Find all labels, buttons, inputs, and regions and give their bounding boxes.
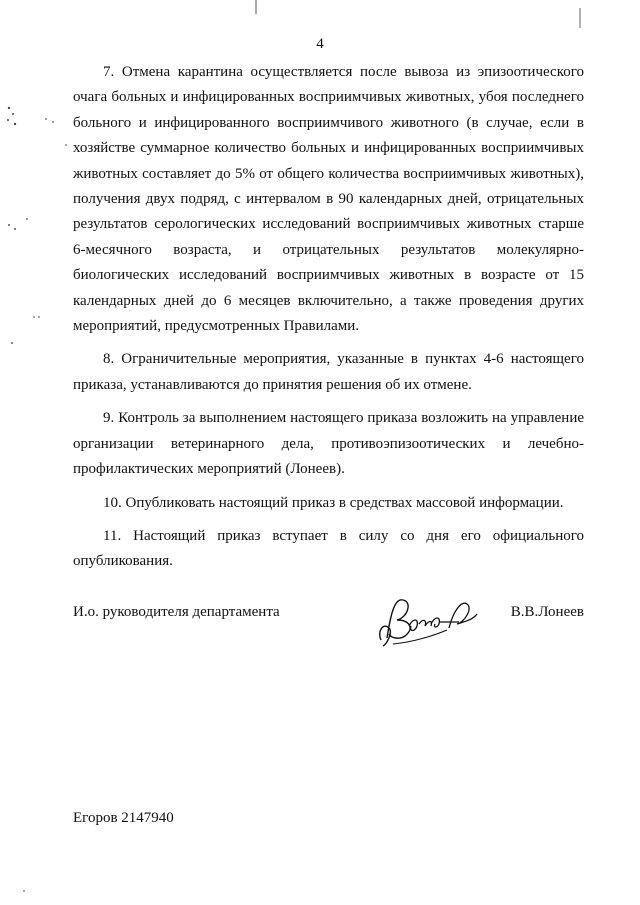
signatory-role: И.о. руководителя департамента: [73, 604, 280, 620]
handwritten-signature: [373, 592, 483, 652]
paragraph-10: 10. Опубликовать настоящий приказ в средствах массовой информации.: [103, 494, 564, 511]
paragraph-8: 8. Ограничительные мероприятия, указанные в пунктах 4-6 настоящего приказа, устанавливаются до принятия решения об их отмене.: [73, 351, 584, 393]
paragraph-9: 9. Контроль за выполнением настоящего приказа возложить на управление организации ветеринарного дела, противоэпизоотических и лечебно-профилактических мероприятий (Лонеев).: [73, 410, 584, 478]
paragraph-7: 7. Отмена карантина осуществляется после вывоза из эпизоотического очага больных и инфицированных восприимчивых животных, убоя последнего больного и инфицированного восприимчивого животного (в случае, если в хозяйстве суммарное количество больных и инфицированных восприимчивых животных составляет до 5% от общего количества восприимчивых животных), получения двух подряд, с интервалом в 90 календарных дней, отрицательных результатов серологических исследований восприимчивых животных старше 6-месячного возраста, и отрицательных результатов молекулярно-биологических исследований восприимчивых животных в возрасте от 15 календарных дней до 6 месяцев включительно, а также проведения других мероприятий, предусмотренных Правилами.: [73, 64, 584, 335]
signatory-name: В.В.Лонеев: [510, 604, 584, 620]
signature-block: [73, 602, 584, 662]
executor-contact: Егоров 2147940: [73, 810, 174, 826]
page-number: 4: [316, 36, 324, 52]
paragraph-11: 11. Настоящий приказ вступает в силу со дня его официального опубликования.: [73, 527, 584, 570]
order-body: [73, 60, 584, 583]
